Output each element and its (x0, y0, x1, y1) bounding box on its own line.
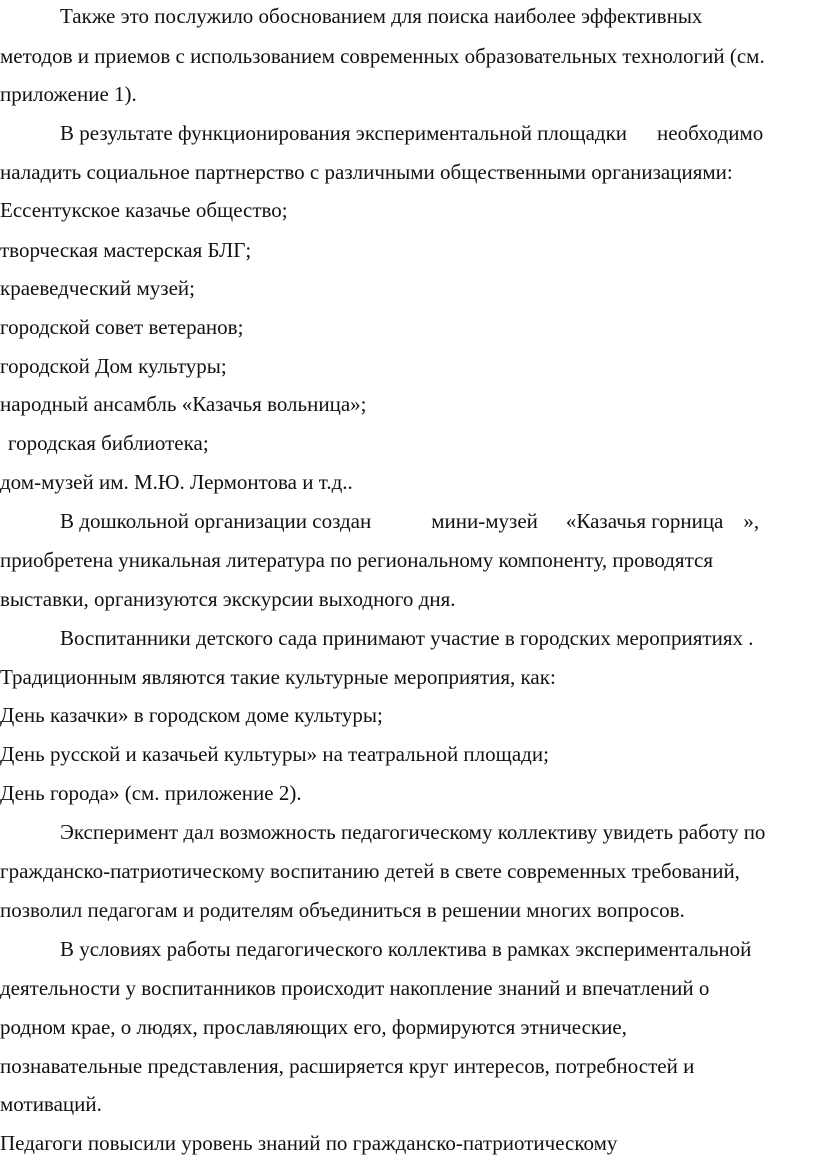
line-segment: В результате функционирования экспериментальной площадки (60, 121, 628, 145)
list-item: День города» (см. приложение 2). (0, 781, 302, 805)
list-item: городской Дом культуры; (0, 354, 227, 378)
paragraph-line: позволил педагогам и родителям объединиться в решении многих вопросов. (0, 898, 685, 922)
line-segment: В дошкольной организации создан (60, 509, 372, 533)
paragraph-line: наладить социальное партнерство с различными общественными организациями: (0, 160, 733, 184)
list-item: Ессентукское казачье общество; (0, 198, 288, 222)
paragraph-line: приобретена уникальная литература по региональному компоненту, проводятся (0, 548, 714, 572)
line-segment: необходимо (657, 121, 764, 145)
paragraph-line: Традиционным являются такие культурные мероприятия, как: (0, 665, 556, 689)
line-segment: «Казачья горница (565, 509, 724, 533)
paragraph-line: деятельности у воспитанников происходит накопление знаний и впечатлений о (0, 976, 710, 1000)
paragraph-line: мотиваций. (0, 1092, 102, 1116)
list-item: творческая мастерская БЛГ; (0, 238, 252, 262)
paragraph-line: познавательные представления, расширяется круг интересов, потребностей и (0, 1054, 695, 1078)
list-item: День русской и казачьей культуры» на театральной площади; (0, 742, 549, 766)
paragraph-line: В условиях работы педагогического коллектива в рамках экспериментальной (60, 937, 752, 961)
list-item: городская библиотека; (8, 431, 209, 455)
paragraph-line: родном крае, о людях, прославляющих его, формируются этнические, (0, 1015, 627, 1039)
paragraph-line (60, 509, 759, 533)
list-item: дом-музей им. М.Ю. Лермонтова и т.д.. (0, 470, 353, 494)
paragraph-line: Эксперимент дал возможность педагогическому коллективу увидеть работу по (60, 820, 766, 844)
paragraph-line: Воспитанники детского сада принимают участие в городских мероприятиях . (60, 626, 754, 650)
paragraph-line: гражданско-патриотическому воспитанию детей в свете современных требований, (0, 859, 740, 883)
list-item: городской совет ветеранов; (0, 315, 244, 339)
paragraph-line: Также это послужило обоснованием для поиска наиболее эффективных (60, 4, 703, 28)
paragraph-line: приложение 1). (0, 82, 137, 106)
list-item: День казачки» в городском доме культуры; (0, 703, 383, 727)
list-item: народный ансамбль «Казачья вольница»; (0, 392, 367, 416)
list-item: краеведческий музей; (0, 276, 195, 300)
line-segment: », (743, 509, 760, 533)
paragraph-line: методов и приемов с использованием современных образовательных технологий (см. (0, 44, 765, 68)
paragraph-line (60, 121, 763, 145)
paragraph-line: Педагоги повысили уровень знаний по гражданско-патриотическому (0, 1131, 618, 1155)
paragraph-line: выставки, организуются экскурсии выходного дня. (0, 587, 456, 611)
line-segment: мини-музей (431, 509, 538, 533)
